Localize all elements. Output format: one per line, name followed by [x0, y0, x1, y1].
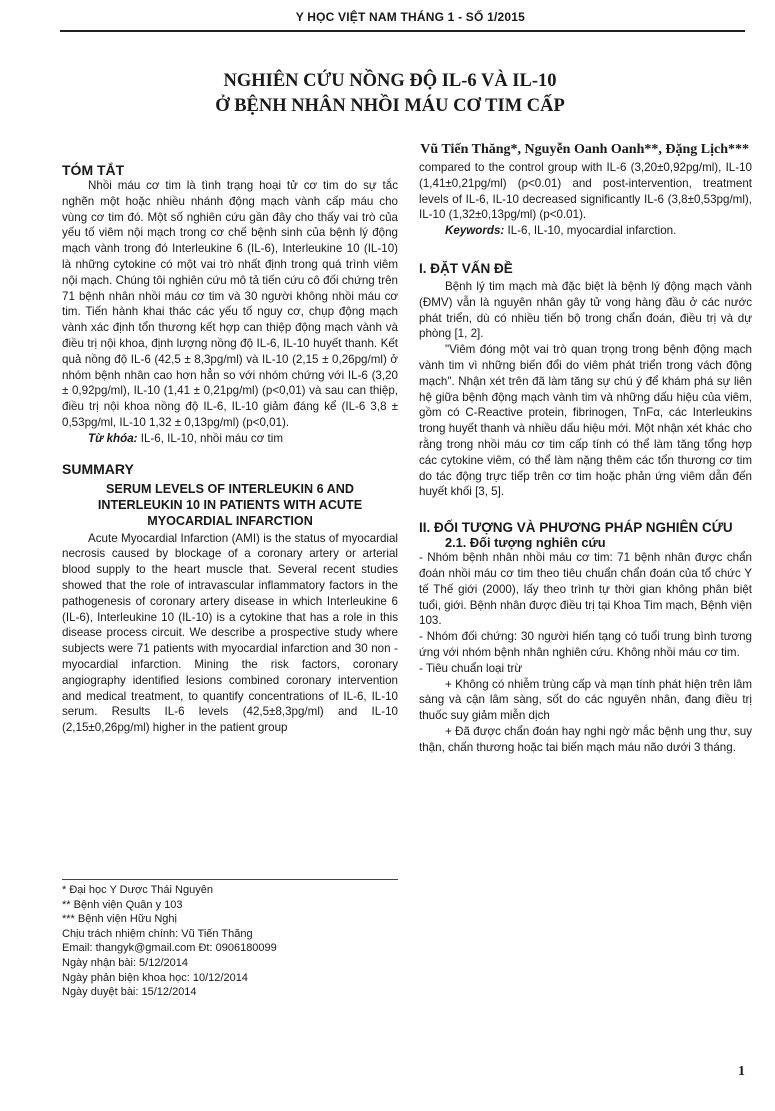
section-2-paragraph: - Nhóm bệnh nhân nhồi máu cơ tim: 71 bệnh nhân được chẩn đoán nhồi máu cơ tim theo tiêu chuẩn chẩn đoán của tổ chức Y tế Thế giới (2000), lấy theo trình tự thời gian không phân biệt tuổi, giới. Bệnh nhân được điều trị tại Khoa Tim mạch, Bệnh viện 103. — [419, 551, 752, 628]
keywords-text: IL-6, IL-10, myocardial infarction. — [504, 224, 677, 238]
footnote: Chịu trách nhiệm chính: Vũ Tiến Thăng — [62, 927, 253, 940]
abstract-keywords — [62, 431, 398, 447]
footnote: *** Bệnh viện Hữu Nghị — [62, 913, 177, 926]
section-1-heading: I. ĐẶT VẤN ĐỀ — [419, 260, 513, 276]
footnote: * Đại học Y Dược Thái Nguyên — [62, 884, 213, 896]
right-column — [419, 160, 752, 756]
summary-title: SERUM LEVELS OF INTERLEUKIN 6 AND INTERLEUKIN 10 IN PATIENTS WITH ACUTE MYOCARDIAL INFARCTION — [97, 481, 363, 528]
summary-heading: SUMMARY — [62, 460, 134, 477]
section-2-paragraph: + Đã được chẩn đoán hay nghi ngờ mắc bệnh ung thư, suy thận, chấn thương hoặc tai biến mạch máu não dưới 3 tháng. — [419, 724, 752, 754]
section-2-paragraph: - Tiêu chuẩn loại trừ — [419, 661, 523, 675]
subsection-2-1-heading: 2.1. Đối tượng nghiên cứu — [445, 535, 606, 551]
keywords-label: Keywords: — [445, 224, 505, 238]
footnote: Ngày duyệt bài: 15/12/2014 — [62, 986, 197, 999]
summary-continued: compared to the control group with IL-6 (3,20±0,92pg/ml), IL-10 (1,41±0,21pg/ml) (p<0.01) and post-intervention, treatment levels of IL-6, IL-10 decreased significantly IL-6 (3,8±0,53pg/ml), IL-10 (1,32±0,13pg/ml) (p<0.01). — [419, 161, 752, 222]
journal-header — [60, 0, 745, 32]
summary-keywords — [419, 223, 752, 239]
section-2-paragraph: + Không có nhiễm trùng cấp và mạn tính phát hiện trên lâm sàng và cận lâm sàng, sốt do các nguyên nhân, đang điều trị thuốc suy giảm miễn dịch — [419, 677, 752, 723]
footnote: Ngày nhận bài: 5/12/2014 — [62, 956, 188, 969]
section-2-paragraph: - Nhóm đối chứng: 30 người hiến tạng có tuổi trung bình tương ứng với nhóm bệnh nhân nghiên cứu. Không nhồi máu cơ tim. — [419, 630, 752, 659]
page-number: 1 — [738, 1064, 745, 1079]
title-line-1: NGHIÊN CỨU NỒNG ĐỘ IL-6 VÀ IL-10 — [223, 71, 557, 91]
article-title — [150, 69, 630, 119]
footnote: Email: thangyk@gmail.com Đt: 0906180099 — [62, 942, 277, 955]
footnote: Ngày phản biện khoa học: 10/12/2014 — [62, 971, 248, 984]
footnotes — [62, 879, 398, 1000]
summary-body: Acute Myocardial Infarction (AMI) is the status of myocardial necrosis caused by blockage of a coronary artery or arterial blood supply to the heart muscle that. Several recent studies showed that the role of intravascular inflammatory factors in the pathogenesis of coronary artery disease in which Interleukine 6 (IL-6), Interleukine 10 (IL-10) is a cytokine that has a role in this disease process circuit. We describe a prospective study where subjects were 71 patients with myocardial infarction and 30 non - myocardial infarction. Mining the risk factors, coronary angiography identified lesions combined coronary intervention and medical treatment, to quantify concentrations of IL-6, IL-10 serum. Results IL-6 levels (42,5±8,3pg/ml) and IL-10 (2,15±0,26pg/ml) higher in the patient group — [62, 531, 398, 735]
authors: Vũ Tiến Thăng*, Nguyễn Oanh Oanh**, Đặng Lịch*** — [420, 142, 749, 157]
section-2-heading: II. ĐỐI TƯỢNG VÀ PHƯƠNG PHÁP NGHIÊN CỨU — [419, 520, 733, 536]
keywords-label: Từ khóa: — [88, 431, 138, 445]
footnote: ** Bệnh viện Quân y 103 — [62, 898, 183, 911]
title-line-2: Ở BỆNH NHÂN NHỒI MÁU CƠ TIM CẤP — [215, 96, 565, 116]
keywords-text: IL-6, IL-10, nhồi máu cơ tim — [137, 431, 283, 445]
left-column — [62, 162, 398, 736]
section-1-paragraph: "Viêm đóng một vai trò quan trọng trong bệnh động mạch vành tim vì những biến đổi do viêm phát triển trong vách động mạch". Nhận xét trên đã làm tăng sự chú ý để khám phá sự liên hệ giữa bệnh động mạch vành tim và những dấu hiệu của viêm, gồm có C-Reactive protein, fibrinogen, TnFα, các Interleukins trong huyết thanh và nhiều dấu hiệu mới. Một nhận xét khác cho rằng trong nhồi máu cơ tim cấp tính có thể làm tăng tổng hợp các cytokine viêm, có thể làm nặng thêm các tổn thương cơ tim do tác động trực tiếp trên cơ tim hoặc phản ứng viêm dẫn đến huyết khối [3, 5]. — [419, 343, 752, 499]
abstract-heading: TÓM TẮT — [62, 162, 125, 178]
section-1-paragraph: Bệnh lý tim mạch mà đặc biệt là bệnh lý động mạch vành (ĐMV) vẫn là nguyên nhân gây tử vong hàng đầu ở các nước phát triển, dù có nhiều tiến bộ trong chẩn đoán, điều trị và dự phòng [1, 2]. — [419, 279, 752, 341]
journal-name: Y HỌC VIỆT NAM THÁNG 1 - SỐ 1/2015 — [295, 10, 525, 24]
abstract-body: Nhồi máu cơ tim là tình trạng hoại tử cơ tim do sự tắc nghẽn một hoặc nhiều nhánh động mạch vành cấp máu cho vùng cơ tim đó. Một số nghiên cứu gần đây cho thấy vai trò của yếu tố viêm nội mạch trong cơ chế bệnh sinh của bệnh lý động mạch vành trong đó Interleukine 6 (IL-6), Interleukine 10 (IL-10) là những cytokine có một vai trò nhất định trong quá trình viêm nội mạch. Chúng tôi nghiên cứu mô tả tiến cứu cô đối chứng trên 71 bệnh nhân nhồi máu cơ tim và 30 người không nhồi máu cơ tim. Tiến hành khai thác các yếu tố nguy cơ, chụp động mạch vành xác định tổn thương kết hợp can thiệp động mạch vành và điều trị nội khoa, định lượng nồng độ IL-6, IL-10 huyết thanh. Kết quả nồng độ IL-6 (42,5 ± 8,3pg/ml) và IL-10 (2,15 ± 0,26pg/ml) ở nhóm bệnh nhân cao hơn hẳn so với nhóm chứng với IL-6 (3,20 ± 0,92pg/ml), IL-10 (1,41 ± 0,21pg/ml) (p<0,01) và sau can thiệp, điều trị nội khoa nồng độ IL-6, IL-10 giảm đáng kể (IL-6 3,8 ± 0,53pg/ml, IL-10 1,32 ± 0,13pg/ml) (p<0,01). — [62, 179, 398, 429]
